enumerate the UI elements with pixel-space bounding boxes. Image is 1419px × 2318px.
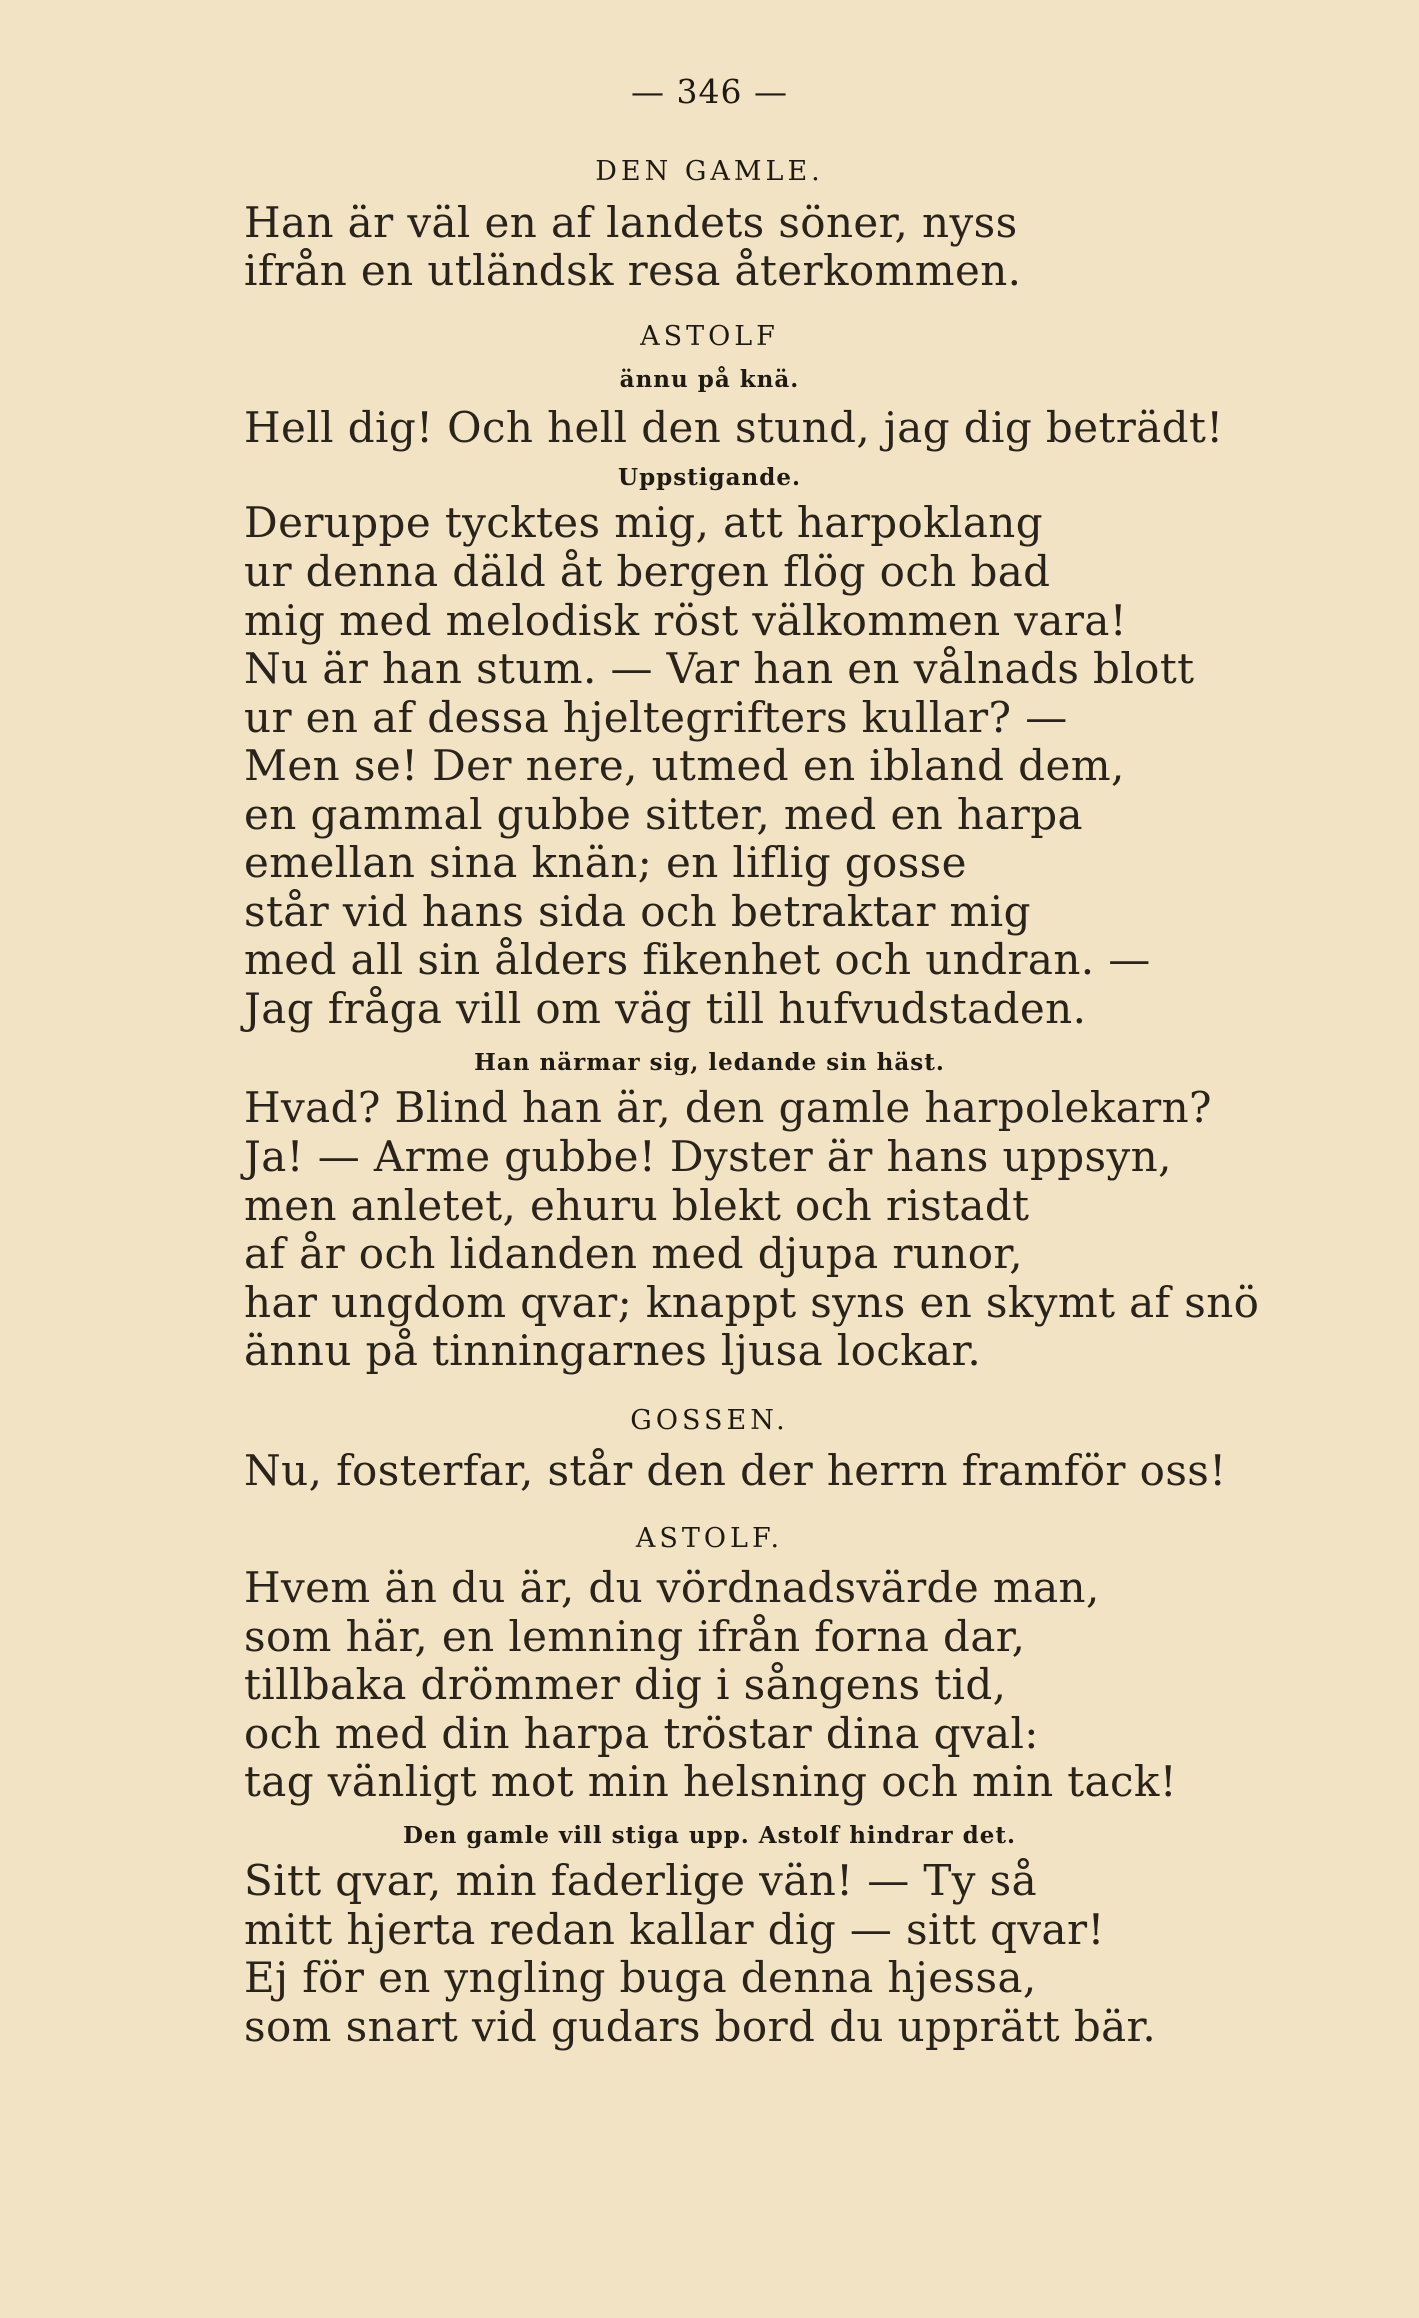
verse-line: Sitt qvar, min faderlige vän! — Ty så (244, 1856, 1038, 1905)
stage-direction: Uppstigande. (618, 464, 801, 491)
verse-line: ur en af dessa hjeltegrifters kullar? — (244, 693, 1068, 742)
verse-line: ur denna däld åt bergen flög och bad (244, 547, 1051, 596)
speaker-astolf: ASTOLF. (635, 1523, 784, 1554)
verse-line: Jag fråga vill om väg till hufvudstaden. (244, 984, 1087, 1033)
verse-line: Ej för en yngling buga denna hjessa, (244, 1953, 1037, 2002)
speaker-gossen: GOSSEN. (630, 1405, 789, 1436)
verse-line: Ja! — Arme gubbe! Dyster är hans uppsyn, (244, 1132, 1172, 1181)
verse-line: med all sin ålders fikenhet och undran. — (244, 935, 1151, 984)
stage-direction: ännu på knä. (619, 366, 800, 393)
verse-line: emellan sina knän; en liflig gosse (244, 838, 967, 887)
verse-line: står vid hans sida och betraktar mig (244, 887, 1031, 936)
verse-line: en gammal gubbe sitter, med en harpa (244, 790, 1083, 839)
verse-line: Hell dig! Och hell den stund, jag dig beträdt! (244, 403, 1224, 452)
verse-line: tag vänligt mot min helsning och min tack! (244, 1757, 1178, 1806)
stage-direction: Den gamle vill stiga upp. Astolf hindrar det. (403, 1822, 1016, 1849)
speaker-den-gamle: DEN GAMLE. (595, 156, 824, 187)
verse-line: ifrån en utländsk resa återkommen. (244, 246, 1022, 295)
page-number: — 346 — (631, 72, 788, 111)
verse-line: mig med melodisk röst välkommen vara! (244, 596, 1128, 645)
verse-line: af år och lidanden med djupa runor, (244, 1229, 1024, 1278)
verse-line: Han är väl en af landets söner, nyss (244, 198, 1018, 247)
verse-line: Hvad? Blind han är, den gamle harpolekarn? (244, 1083, 1212, 1132)
verse-line: mitt hjerta redan kallar dig — sitt qvar! (244, 1905, 1105, 1954)
verse-line: som snart vid gudars bord du upprätt bär. (244, 2002, 1157, 2051)
verse-line: Hvem än du är, du vördnadsvärde man, (244, 1563, 1100, 1612)
verse-line: Nu, fosterfar, står den der herrn framför oss! (244, 1446, 1227, 1495)
stage-direction: Han närmar sig, ledande sin häst. (474, 1049, 945, 1076)
verse-line: och med din harpa tröstar dina qval: (244, 1709, 1039, 1758)
verse-line: tillbaka drömmer dig i sångens tid, (244, 1660, 1007, 1709)
verse-line: har ungdom qvar; knappt syns en skymt af snö (244, 1278, 1260, 1327)
speaker-astolf: ASTOLF (640, 321, 779, 352)
verse-line: Deruppe tycktes mig, att harpoklang (244, 498, 1044, 547)
verse-line: som här, en lemning ifrån forna dar, (244, 1612, 1026, 1661)
verse-line: Men se! Der nere, utmed en ibland dem, (244, 741, 1125, 790)
verse-line: men anletet, ehuru blekt och ristadt (244, 1181, 1030, 1230)
verse-line: Nu är han stum. — Var han en vålnads blott (244, 644, 1195, 693)
verse-line: ännu på tinningarnes ljusa lockar. (244, 1326, 982, 1375)
